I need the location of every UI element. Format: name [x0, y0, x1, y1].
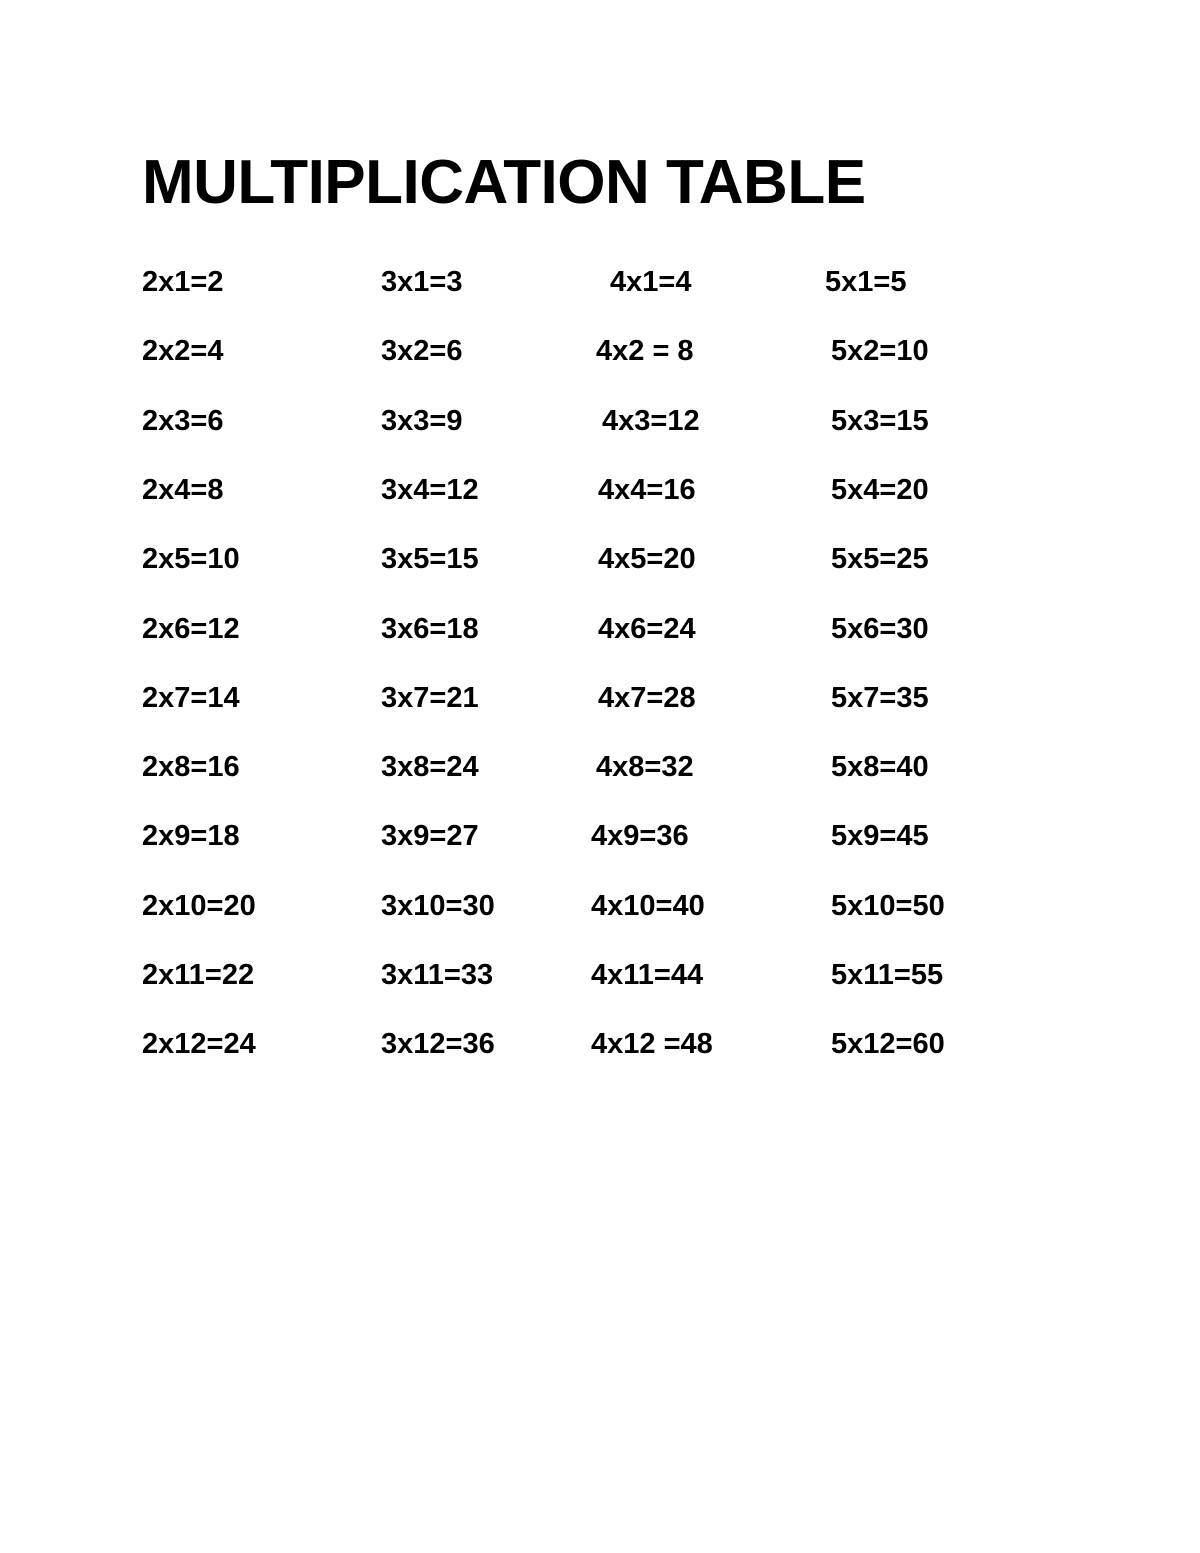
table-entry: 5x11=55 [831, 959, 944, 991]
table-entry: 5x8=40 [831, 751, 929, 783]
table-entry: 2x4=8 [142, 474, 224, 506]
table-entry: 5x12=60 [831, 1028, 945, 1060]
table-entry: 4x12 =48 [591, 1028, 713, 1060]
table-entry: 3x12=36 [381, 1028, 495, 1060]
table-entry: 5x2=10 [831, 335, 929, 367]
table-entry: 3x6=18 [381, 613, 479, 645]
table-entry: 5x1=5 [825, 266, 907, 298]
table-entry: 5x7=35 [831, 682, 929, 714]
table-entry: 4x11=44 [591, 959, 704, 991]
table-entry: 3x4=12 [381, 474, 479, 506]
table-entry: 2x3=6 [142, 405, 224, 437]
table-entry: 2x10=20 [142, 890, 256, 922]
table-entry: 4x10=40 [591, 890, 705, 922]
table-entry: 5x6=30 [831, 613, 929, 645]
table-entry: 5x4=20 [831, 474, 929, 506]
table-entry: 3x9=27 [381, 820, 479, 852]
table-entry: 4x5=20 [598, 543, 696, 575]
table-entry: 4x9=36 [591, 820, 689, 852]
table-entry: 3x11=33 [381, 959, 494, 991]
table-entry: 2x7=14 [142, 682, 240, 714]
table-entry: 2x12=24 [142, 1028, 256, 1060]
table-entry: 3x10=30 [381, 890, 495, 922]
table-entry: 3x3=9 [381, 405, 463, 437]
table-entry: 5x3=15 [831, 405, 929, 437]
table-entry: 2x1=2 [142, 266, 224, 298]
table-entry: 4x2 = 8 [596, 335, 694, 367]
page-title: MULTIPLICATION TABLE [142, 148, 866, 217]
table-entry: 4x3=12 [602, 405, 700, 437]
table-entry: 4x4=16 [598, 474, 696, 506]
table-entry: 2x5=10 [142, 543, 240, 575]
table-entry: 2x8=16 [142, 751, 240, 783]
table-entry: 3x7=21 [381, 682, 479, 714]
table-entry: 2x11=22 [142, 959, 255, 991]
table-entry: 3x2=6 [381, 335, 463, 367]
table-entry: 4x8=32 [596, 751, 694, 783]
table-entry: 3x1=3 [381, 266, 463, 298]
table-entry: 3x5=15 [381, 543, 479, 575]
table-entry: 2x6=12 [142, 613, 240, 645]
table-entry: 2x9=18 [142, 820, 240, 852]
table-entry: 5x9=45 [831, 820, 929, 852]
table-entry: 4x7=28 [598, 682, 696, 714]
table-entry: 2x2=4 [142, 335, 224, 367]
table-entry: 5x5=25 [831, 543, 929, 575]
table-entry: 4x6=24 [598, 613, 696, 645]
table-entry: 3x8=24 [381, 751, 479, 783]
table-entry: 4x1=4 [610, 266, 692, 298]
table-entry: 5x10=50 [831, 890, 945, 922]
